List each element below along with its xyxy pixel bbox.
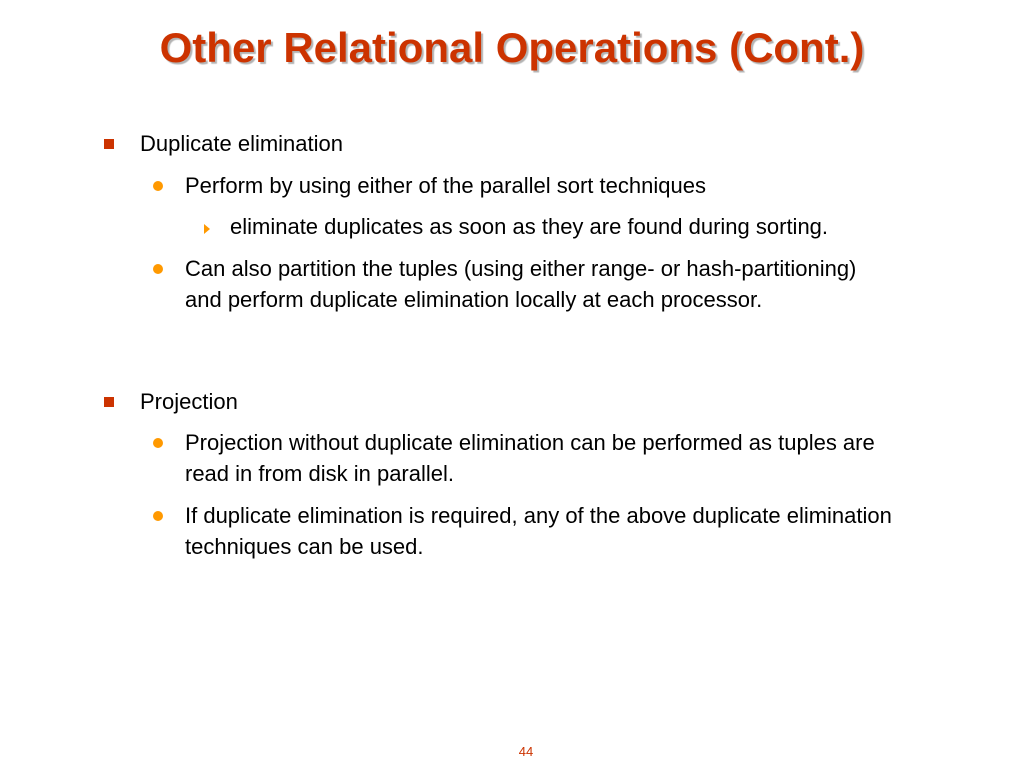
slide-title: Other Relational Operations (Cont.) — [159, 24, 865, 71]
bullet-partition-tuples: Can also partition the tuples (using either range- or hash-partitioning) and perform duplicate elimination locally at each processor. — [185, 256, 857, 312]
bullet-elimination-required: If duplicate elimination is required, any of the above duplicate elimination techniques can be used. — [185, 503, 892, 559]
square-bullet-icon — [104, 397, 114, 407]
circle-bullet-icon — [153, 264, 163, 274]
circle-bullet-icon — [153, 438, 163, 448]
arrow-bullet-icon — [204, 224, 210, 234]
square-bullet-icon — [104, 139, 114, 149]
bullet-parallel-sort: Perform by using either of the parallel sort techniques — [185, 173, 706, 198]
page-number: 44 — [518, 744, 534, 759]
circle-bullet-icon — [153, 181, 163, 191]
circle-bullet-icon — [153, 511, 163, 521]
section-heading-duplicate-elimination: Duplicate elimination — [140, 131, 343, 156]
subbullet-eliminate-during-sort: eliminate duplicates as soon as they are found during sorting. — [230, 214, 829, 239]
section-heading-projection: Projection — [140, 389, 238, 414]
bullet-projection-without-elimination: Projection without duplicate elimination can be performed as tuples are read in from disk in parallel. — [185, 430, 875, 486]
